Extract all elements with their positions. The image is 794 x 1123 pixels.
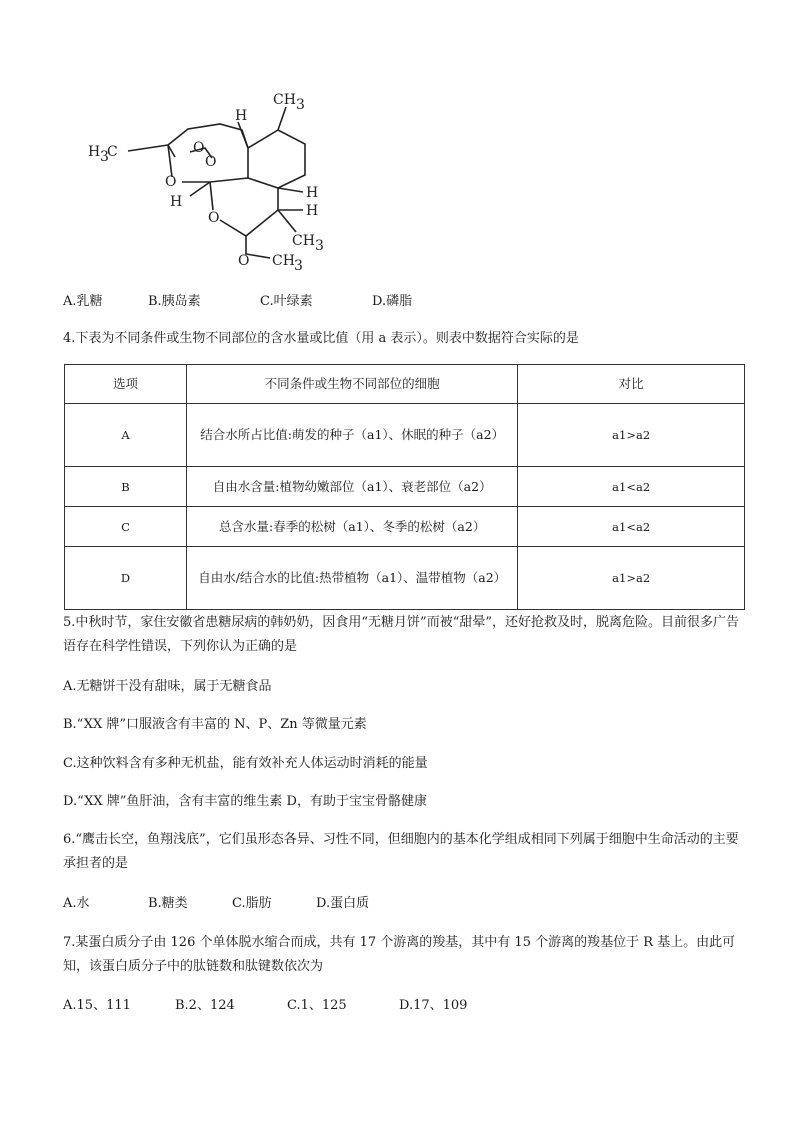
structure-bonds: [128, 107, 305, 258]
label-ome-ch3: CH: [272, 253, 295, 269]
q7-options: [63, 996, 467, 1016]
label-o-3: O: [165, 174, 177, 190]
label-h3c-c: C: [107, 144, 118, 160]
bond-h-right1: [278, 188, 303, 192]
bond-ome: [246, 236, 270, 258]
bond-upper-chain: [168, 124, 248, 148]
label-h3c-h: H: [88, 144, 101, 160]
q5-stem: 5.中秋时节，家住安徽省患糖尿病的韩奶奶，因食用“无糖月饼”而被“甜晕”，还好抢救及时，脱离危险。目前很多广告语存在科学性错误，下列你认为正确的是: [63, 615, 739, 654]
q3-option-d: D.磷脂: [372, 294, 413, 309]
structure-svg: [60, 82, 350, 272]
label-ch3-top: CH: [273, 92, 296, 108]
chemical-structure-diagram: [60, 82, 350, 272]
bond-methyl-top: [278, 107, 286, 130]
bond-methyl-lower: [278, 210, 296, 232]
q4-table-header: [65, 365, 745, 404]
bond-h-left: [190, 182, 210, 196]
q3-option-b: B.胰岛素: [148, 294, 201, 309]
label-h3c-sub: 3: [100, 149, 109, 165]
label-sub3-ome: 3: [294, 258, 303, 272]
q5-option-d: D.“XX 牌”鱼肝油，含有丰富的维生素 D，有助于宝宝骨骼健康: [63, 794, 427, 809]
label-o-4: O: [208, 210, 220, 226]
q4-row-b-compare: a1<a2: [518, 467, 745, 507]
q6-option-a: A.水: [63, 896, 90, 911]
q7-option-c: C.1、125: [287, 998, 347, 1013]
label-sub3-top: 3: [296, 97, 305, 113]
ring-right: [248, 130, 305, 188]
q4-table: [64, 364, 745, 610]
label-o-2: O: [205, 154, 217, 170]
q6-option-b: B.糖类: [148, 896, 188, 911]
q4-row-b-desc: 自由水含量:植物幼嫩部位（a1）、衰老部位（a2）: [187, 467, 518, 507]
q4-row-a-compare: a1>a2: [518, 404, 745, 467]
q7-stem: 7.某蛋白质分子由 126 个单体脱水缩合而成，共有 17 个游离的羧基，其中有 15 个游离的羧基位于 R 基上。由此可知，该蛋白质分子中的肽链数和肽键数依次为: [63, 935, 736, 974]
bond-methyl-left: [128, 145, 168, 151]
bond-lower: [182, 178, 248, 182]
q4-row-a-desc: 结合水所占比值:萌发的种子（a1）、休眠的种子（a2）: [187, 404, 518, 467]
ring-lower: [220, 188, 278, 236]
label-ome-o: O: [238, 253, 250, 269]
q6-options: [63, 894, 369, 914]
q4-stem: 4.下表为不同条件或生物不同部位的含水量或比值（用 a 表示）。则表中数据符合实际的是: [63, 331, 579, 346]
q5-option-b: B.“XX 牌”口服液含有丰富的 N、P、Zn 等微量元素: [63, 717, 367, 732]
q4-row-d-compare: a1>a2: [518, 547, 745, 610]
label-o-1: O: [193, 140, 205, 156]
q6-option-d: D.蛋白质: [316, 896, 370, 911]
table-row: [65, 404, 745, 467]
q4-header-option: 选项: [65, 365, 187, 404]
q7-option-a: A.15、111: [63, 998, 131, 1013]
table-row: [65, 507, 745, 547]
table-row: [65, 547, 745, 610]
label-h-left: H: [170, 194, 183, 210]
q6-option-c: C.脂肪: [232, 896, 272, 911]
q5-option-c: C.这种饮料含有多种无机盐，能有效补充人体运动时消耗的能量: [63, 756, 428, 771]
q4-row-c-desc: 总含水量:春季的松树（a1）、冬季的松树（a2）: [187, 507, 518, 547]
q3-options: [63, 292, 412, 312]
q5-option-a: A.无糖饼干没有甜味，属于无糖食品: [63, 679, 272, 694]
q3-option-a: A.乳糖: [63, 294, 103, 309]
bond-h-upper: [238, 122, 248, 148]
q4-header-compare: 对比: [518, 365, 745, 404]
q7-option-b: B.2、124: [175, 998, 235, 1013]
q4-row-c-option: C: [65, 507, 187, 547]
label-h-right1: H: [306, 185, 319, 201]
label-h-upper: H: [235, 108, 248, 124]
q4-row-b-option: B: [65, 467, 187, 507]
q3-option-c: C.叶绿素: [260, 294, 313, 309]
q4-row-d-option: D: [65, 547, 187, 610]
q4-row-a-option: A: [65, 404, 187, 467]
bond-o-lower: [210, 182, 213, 210]
q4-header-cells: 不同条件或生物不同部位的细胞: [187, 365, 518, 404]
q6-stem: 6.“鹰击长空，鱼翔浅底”，它们虽形态各异、习性不同，但细胞内的基本化学组成相同下列属于细胞中生命活动的主要承担者的是: [63, 832, 739, 871]
label-ch3-right: CH: [292, 233, 315, 249]
table-row: [65, 467, 745, 507]
label-h-right2: H: [306, 203, 319, 219]
q4-row-c-compare: a1<a2: [518, 507, 745, 547]
q4-row-d-desc: 自由水/结合水的比值:热带植物（a1）、温带植物（a2）: [187, 547, 518, 610]
label-sub3-right: 3: [315, 238, 324, 254]
q7-option-d: D.17、109: [399, 998, 468, 1013]
